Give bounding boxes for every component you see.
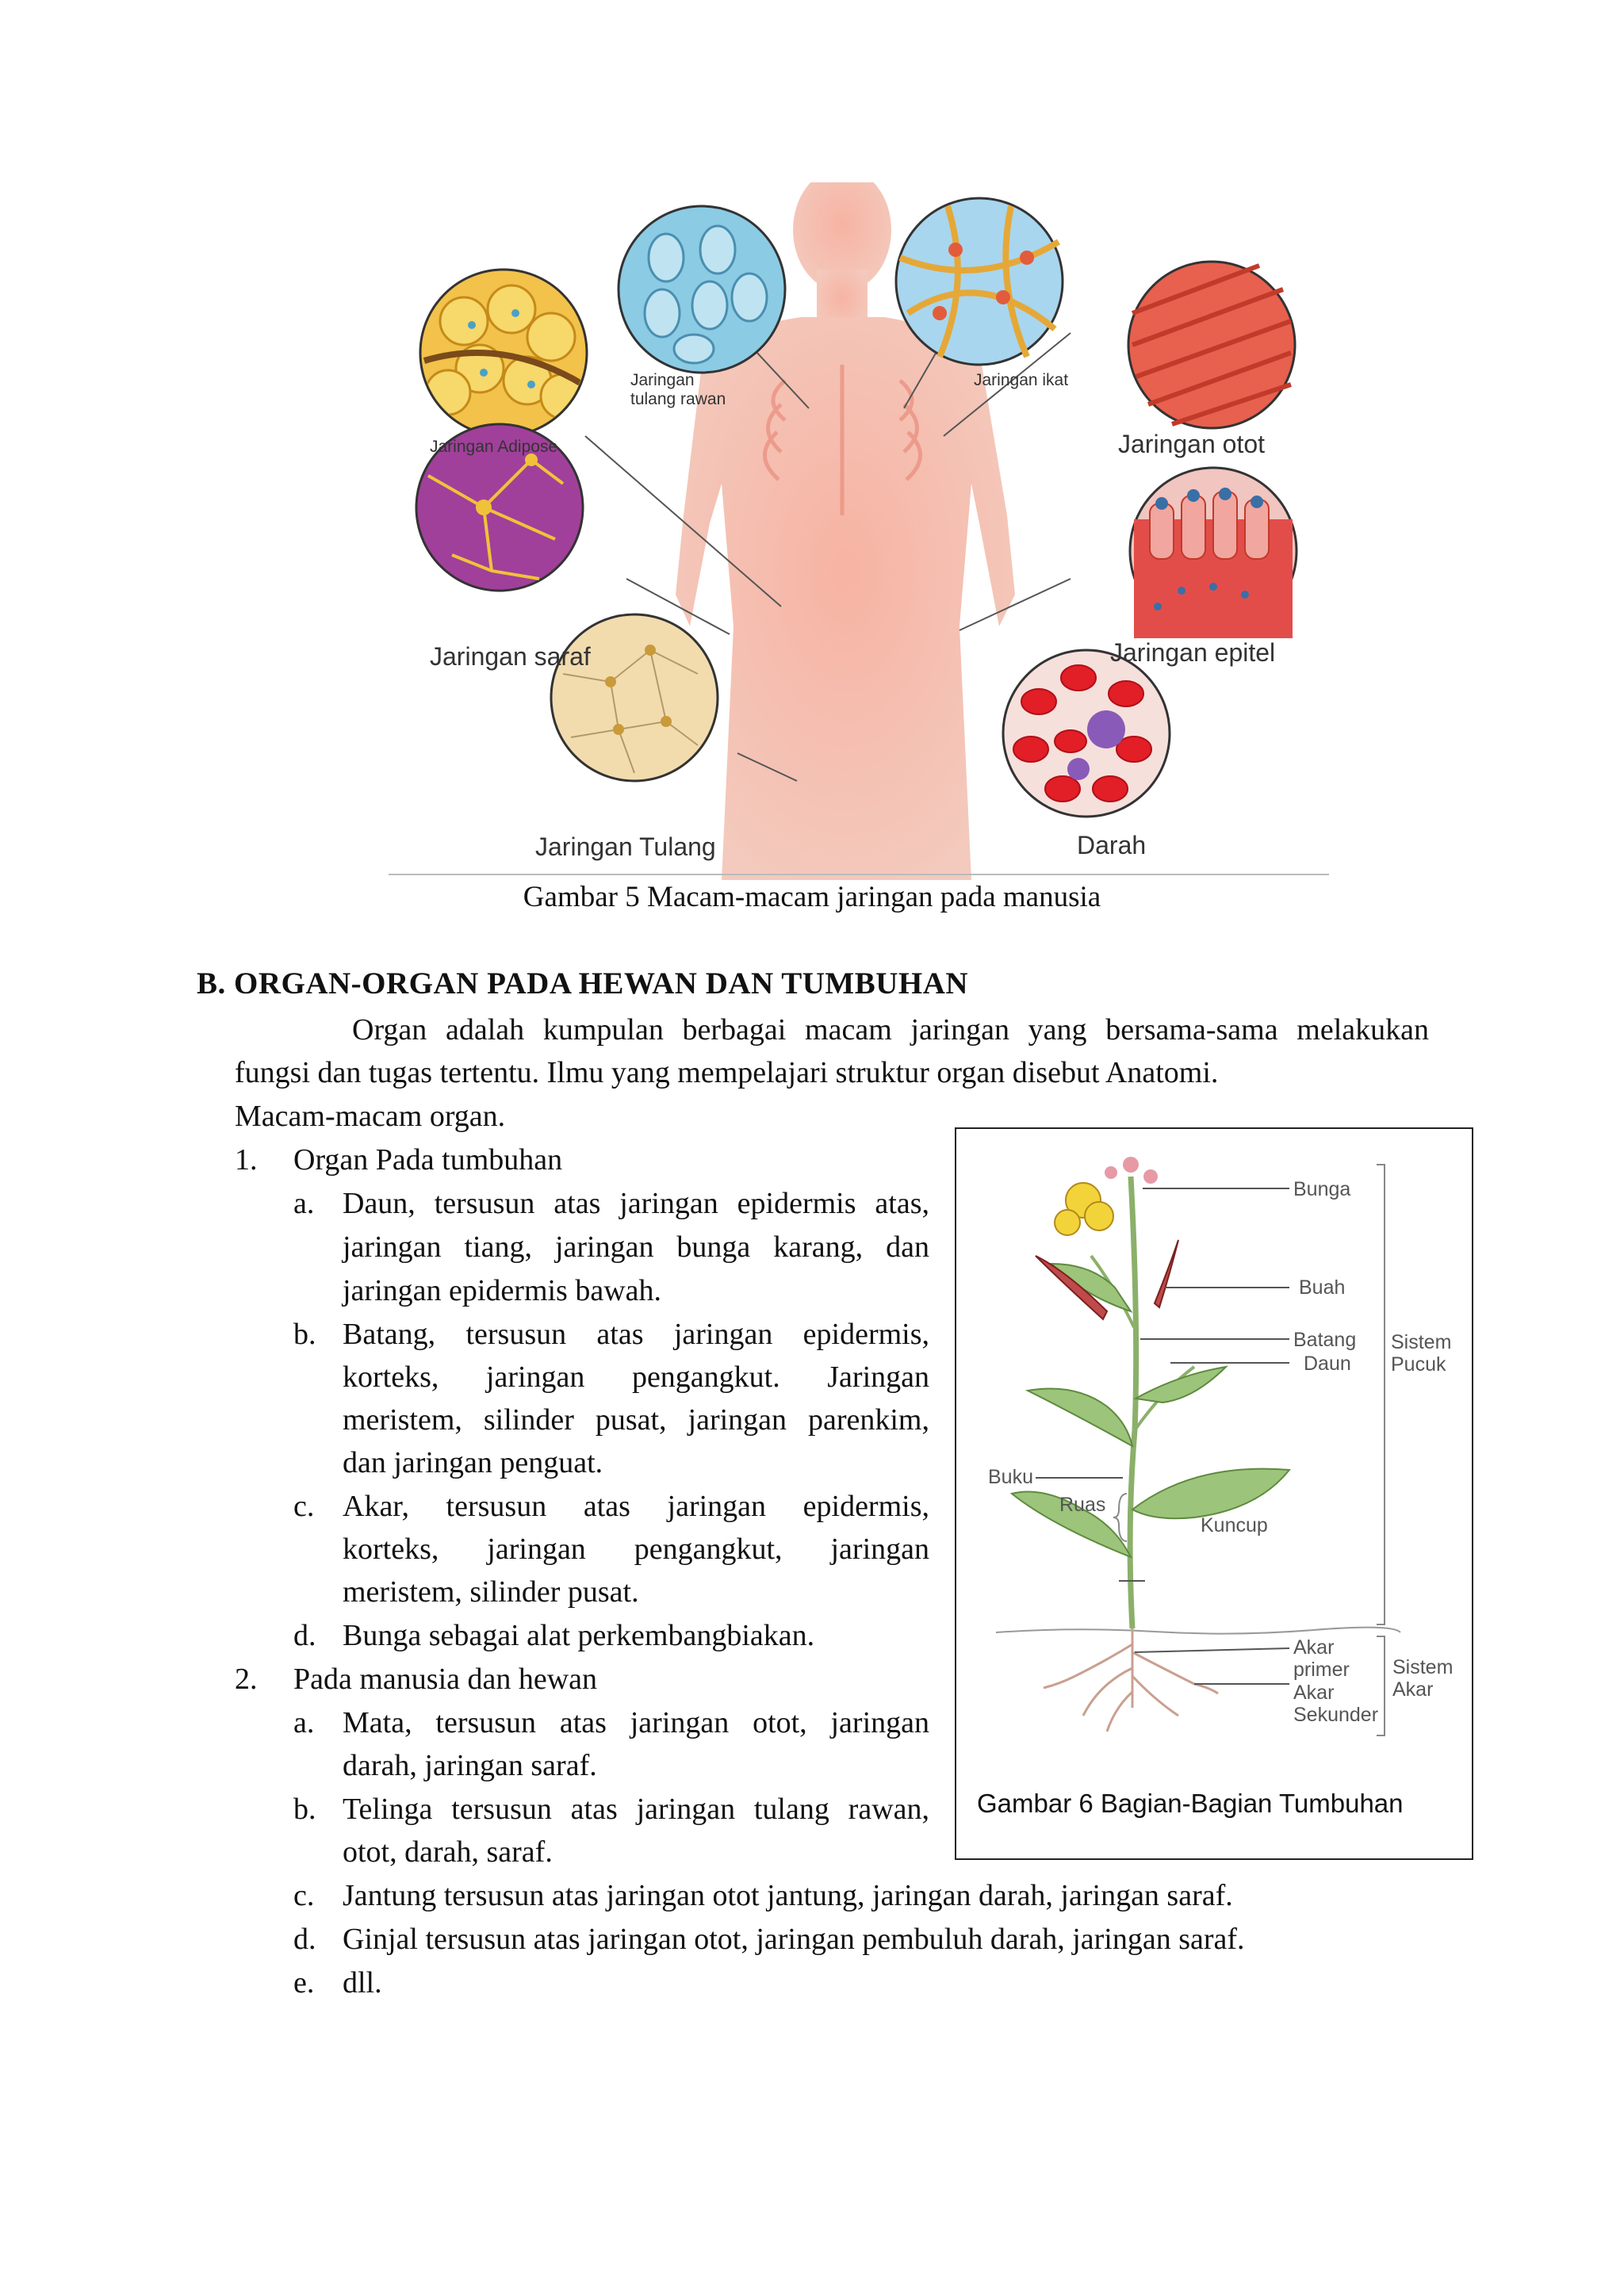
label-sistem-akar: Sistem Akar — [1392, 1656, 1454, 1701]
item1a-line3: jaringan epidermis bawah. — [343, 1274, 662, 1307]
intro-line-2: fungsi dan tugas tertentu. Ilmu yang mempelajari struktur organ disebut Anatomi. — [235, 1056, 1219, 1089]
label-epithelial: Jaringan epitel — [1110, 638, 1276, 667]
item1a-line1: Daun, tersusun atas jaringan epidermis atas, — [343, 1187, 929, 1220]
item1b-line4: dan jaringan penguat. — [343, 1446, 603, 1479]
item1c-line2: korteks, jaringan pengangkut, jaringan — [343, 1533, 929, 1566]
ground-line — [996, 1628, 1400, 1634]
item1b-line2: korteks, jaringan pengangkut. Jaringan — [343, 1360, 929, 1394]
item2a-line1: Mata, tersusun atas jaringan otot, jaringan — [343, 1706, 929, 1739]
intro-line-3: Macam-macam organ. — [235, 1100, 506, 1133]
item1c-line1: Akar, tersusun atas jaringan epidermis, — [343, 1490, 929, 1523]
muscle-tissue-circle — [1128, 262, 1295, 428]
epithelial-tissue-circle — [1130, 468, 1297, 638]
label-akar-sekunder: Akar Sekunder — [1293, 1682, 1379, 1726]
tissue-figure — [389, 182, 1332, 880]
plant-figure-box — [955, 1127, 1473, 1860]
plant-leader-lines — [1036, 1188, 1289, 1684]
label-ruas: Ruas — [1059, 1494, 1106, 1516]
label-kuncup: Kuncup — [1201, 1514, 1268, 1536]
label-bone: Jaringan Tulang — [535, 832, 716, 861]
roots — [1044, 1628, 1218, 1732]
label-blood: Darah — [1077, 831, 1147, 859]
label-connective: Jaringan ikat — [974, 371, 1069, 389]
item2a-letter: a. — [293, 1706, 315, 1739]
item2-title: Pada manusia dan hewan — [293, 1663, 598, 1696]
item1a-line2: jaringan tiang, jaringan bunga karang, dan — [343, 1230, 929, 1264]
blood-tissue-circle — [1003, 650, 1170, 817]
label-bunga: Bunga — [1293, 1178, 1351, 1200]
stem — [1130, 1177, 1136, 1628]
adipose-tissue-circle — [420, 270, 587, 436]
label-adipose: Jaringan Adipose — [430, 438, 558, 456]
item2-number: 2. — [235, 1663, 258, 1696]
item2b-letter: b. — [293, 1793, 316, 1826]
label-cartilage: Jaringan tulang rawan — [630, 371, 726, 408]
item1b-letter: b. — [293, 1318, 316, 1351]
item2e-line1: dll. — [343, 1966, 382, 1999]
label-nerve: Jaringan saraf — [430, 642, 591, 671]
label-daun: Daun — [1304, 1353, 1351, 1375]
human-body-illustration — [389, 182, 1332, 880]
item1c-letter: c. — [293, 1490, 315, 1523]
item1b-line3: meristem, silinder pusat, jaringan parenkim, — [343, 1403, 929, 1437]
item2a-line2: darah, jaringan saraf. — [343, 1749, 597, 1782]
flowers — [1055, 1157, 1158, 1235]
intro-line-1: Organ adalah kumpulan berbagai macam jaringan yang bersama-sama melakukan — [352, 1013, 1429, 1047]
figure5-caption: Gambar 5 Macam-macam jaringan pada manusia — [523, 881, 1101, 913]
item1-title: Organ Pada tumbuhan — [293, 1143, 563, 1177]
item2c-line1: Jantung tersusun atas jaringan otot jantung, jaringan darah, jaringan saraf. — [343, 1879, 1233, 1912]
section-heading: B. ORGAN-ORGAN PADA HEWAN DAN TUMBUHAN — [197, 966, 969, 1001]
item2c-letter: c. — [293, 1879, 315, 1912]
label-sistem-pucuk: Sistem Pucuk — [1391, 1331, 1452, 1376]
label-akar-primer: Akar primer — [1293, 1636, 1350, 1681]
item1-number: 1. — [235, 1143, 258, 1177]
item1c-line3: meristem, silinder pusat. — [343, 1575, 639, 1609]
connective-tissue-circle — [896, 198, 1063, 365]
item2e-letter: e. — [293, 1966, 315, 1999]
item2b-line1: Telinga tersusun atas jaringan tulang rawan, — [343, 1793, 929, 1826]
item2d-line1: Ginjal tersusun atas jaringan otot, jaringan pembuluh darah, jaringan saraf. — [343, 1923, 1245, 1956]
item1b-line1: Batang, tersusun atas jaringan epidermis, — [343, 1318, 929, 1351]
item1d-line1: Bunga sebagai alat perkembangbiakan. — [343, 1619, 815, 1652]
item1a-letter: a. — [293, 1187, 315, 1220]
bone-tissue-circle — [551, 614, 718, 781]
figure6-caption: Gambar 6 Bagian-Bagian Tumbuhan — [977, 1789, 1404, 1818]
cartilage-tissue-circle — [619, 206, 785, 373]
figure-divider — [389, 874, 1329, 875]
label-buku: Buku — [988, 1466, 1033, 1488]
item2d-letter: d. — [293, 1923, 316, 1956]
item1d-letter: d. — [293, 1619, 316, 1652]
label-buah: Buah — [1299, 1276, 1346, 1299]
label-muscle: Jaringan otot — [1118, 430, 1266, 458]
label-batang: Batang — [1293, 1329, 1357, 1351]
item2b-line2: otot, darah, saraf. — [343, 1835, 553, 1869]
